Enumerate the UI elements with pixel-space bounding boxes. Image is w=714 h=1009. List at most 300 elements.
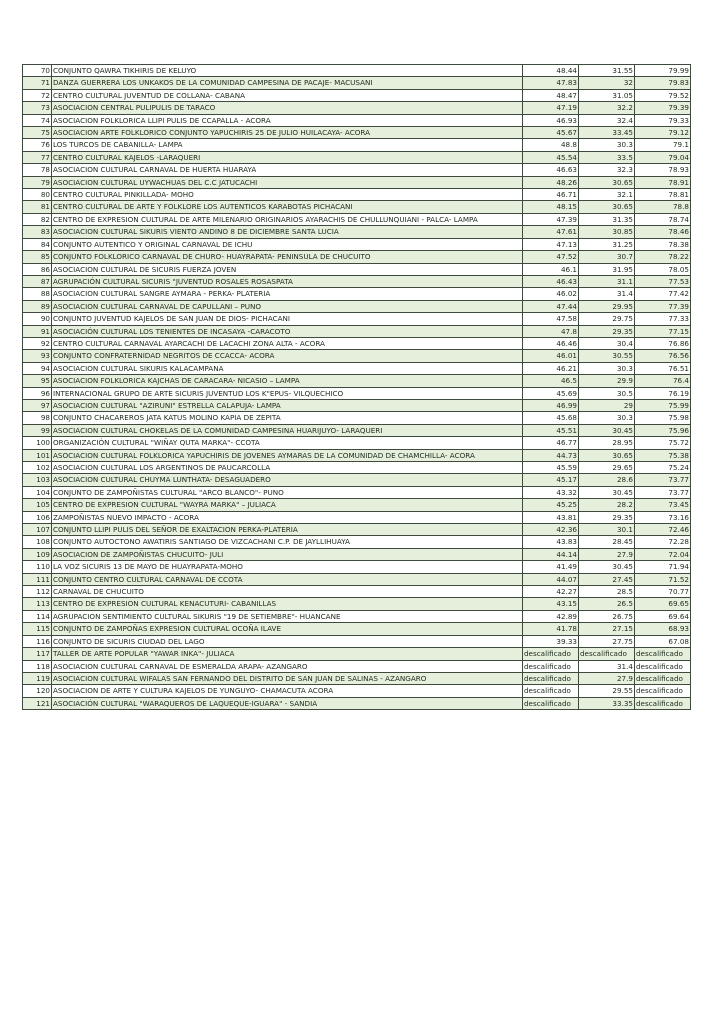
row-number: 105: [23, 499, 52, 511]
score-total: 75.99: [635, 399, 691, 411]
group-name: CENTRO CULTURAL JUVENTUD DE COLLANA- CABANA: [52, 89, 523, 101]
group-name: ASOCIACION CULTURAL SIKURIS VIENTO ANDINO 8 DE DICIEMBRE SANTA LUCIA: [52, 226, 523, 238]
table-row: [23, 486, 691, 498]
score-total: 69.65: [635, 598, 691, 610]
score-2: 29.55: [579, 685, 635, 697]
score-2: 32.1: [579, 189, 635, 201]
row-number: 90: [23, 313, 52, 325]
table-row: [23, 573, 691, 585]
row-number: 114: [23, 610, 52, 622]
score-total: 79.04: [635, 151, 691, 163]
row-number: 104: [23, 486, 52, 498]
score-total: 76.19: [635, 387, 691, 399]
row-number: 88: [23, 288, 52, 300]
row-number: 98: [23, 412, 52, 424]
score-1: 46.02: [523, 288, 579, 300]
table-row: [23, 399, 691, 411]
score-total: 68.93: [635, 623, 691, 635]
group-name: CONJUNTO AUTENTICO Y ORIGINAL CARNAVAL DE ICHU: [52, 238, 523, 250]
group-name: ASOCIACION CULTURAL "AZIRUNI" ESTRELLA CALAPUJA- LAMPA: [52, 399, 523, 411]
results-table: [22, 64, 691, 710]
score-1: 46.5: [523, 375, 579, 387]
score-1: descalificado: [523, 648, 579, 660]
score-2: 31.05: [579, 89, 635, 101]
score-total: 75.72: [635, 437, 691, 449]
table-row: [23, 697, 691, 709]
score-total: 79.83: [635, 77, 691, 89]
row-number: 110: [23, 561, 52, 573]
row-number: 117: [23, 648, 52, 660]
table-row: [23, 114, 691, 126]
group-name: CONJUNTO QAWRA TIKHIRIS DE KELUYO: [52, 65, 523, 77]
group-name: ORGANIZACIÓN CULTURAL "WIÑAY QUTA MARKA"- CCOTA: [52, 437, 523, 449]
table-row: [23, 536, 691, 548]
group-name: AGRUPACION SENTIMIENTO CULTURAL SIKURIS "19 DE SETIEMBRE"- HUANCANE: [52, 610, 523, 622]
score-total: 72.04: [635, 548, 691, 560]
score-total: 79.52: [635, 89, 691, 101]
row-number: 115: [23, 623, 52, 635]
score-1: 44.73: [523, 449, 579, 461]
table-row: [23, 164, 691, 176]
group-name: CENTRO DE EXPRESION CULTURAL "WAYRA MARKA" – JULIACA: [52, 499, 523, 511]
score-total: 78.22: [635, 251, 691, 263]
score-2: 30.3: [579, 362, 635, 374]
score-1: 46.77: [523, 437, 579, 449]
score-1: 46.99: [523, 399, 579, 411]
table-row: [23, 387, 691, 399]
table-row: [23, 313, 691, 325]
row-number: 72: [23, 89, 52, 101]
score-1: 46.43: [523, 275, 579, 287]
table-row: [23, 598, 691, 610]
row-number: 107: [23, 524, 52, 536]
score-total: 73.77: [635, 474, 691, 486]
score-2: 28.6: [579, 474, 635, 486]
table-row: [23, 251, 691, 263]
row-number: 109: [23, 548, 52, 560]
score-1: 48.15: [523, 201, 579, 213]
table-row: [23, 337, 691, 349]
score-1: 46.21: [523, 362, 579, 374]
score-total: 71.94: [635, 561, 691, 573]
score-total: 76.51: [635, 362, 691, 374]
score-total: 76.86: [635, 337, 691, 349]
group-name: AGRUPACIÓN CULTURAL SICURIS "JUVENTUD ROSALES ROSASPATA: [52, 275, 523, 287]
score-1: 43.15: [523, 598, 579, 610]
score-total: 77.15: [635, 325, 691, 337]
score-2: 28.45: [579, 536, 635, 548]
score-1: 44.07: [523, 573, 579, 585]
group-name: INTERNACIONAL GRUPO DE ARTE SICURIS JUVENTUD LOS K"EPUS- VILQUECHICO: [52, 387, 523, 399]
group-name: CONJUNTO LLIPI PULIS DEL SEÑOR DE EXALTACION PERKA-PLATERIA: [52, 524, 523, 536]
row-number: 79: [23, 176, 52, 188]
score-2: 31.4: [579, 288, 635, 300]
group-name: CENTRO CULTURAL CARNAVAL AYARCACHI DE LACACHI ZONA ALTA - ACORA: [52, 337, 523, 349]
score-1: 42.89: [523, 610, 579, 622]
score-1: 43.32: [523, 486, 579, 498]
score-2: 27.45: [579, 573, 635, 585]
group-name: ASOCIACION CULTURAL CHOKELAS DE LA COMUNIDAD CAMPESINA HUARIJUYO- LARAQUERI: [52, 424, 523, 436]
score-total: 79.12: [635, 127, 691, 139]
table-row: [23, 648, 691, 660]
score-total: 78.38: [635, 238, 691, 250]
score-total: descalificado: [635, 697, 691, 709]
score-2: 32.3: [579, 164, 635, 176]
group-name: DANZA GUERRERA LOS UNKAKOS DE LA COMUNIDAD CAMPESINA DE PACAJE- MACUSANI: [52, 77, 523, 89]
score-2: 31.1: [579, 275, 635, 287]
score-total: descalificado: [635, 660, 691, 672]
score-2: 30.65: [579, 449, 635, 461]
row-number: 101: [23, 449, 52, 461]
score-total: 78.91: [635, 176, 691, 188]
score-1: 47.61: [523, 226, 579, 238]
table-row: [23, 139, 691, 151]
table-row: [23, 151, 691, 163]
group-name: CENTRO CULTURAL PINKILLADA- MOHO: [52, 189, 523, 201]
row-number: 73: [23, 102, 52, 114]
table-row: [23, 189, 691, 201]
row-number: 95: [23, 375, 52, 387]
score-2: 30.65: [579, 201, 635, 213]
row-number: 112: [23, 586, 52, 598]
group-name: ASOCIACION FOLKLORICA KAJCHAS DE CARACARA- NICASIO – LAMPA: [52, 375, 523, 387]
score-1: 46.1: [523, 263, 579, 275]
score-2: 29.65: [579, 462, 635, 474]
score-2: 30.55: [579, 350, 635, 362]
score-2: 30.85: [579, 226, 635, 238]
row-number: 85: [23, 251, 52, 263]
score-2: 28.2: [579, 499, 635, 511]
score-total: 75.24: [635, 462, 691, 474]
score-1: 43.83: [523, 536, 579, 548]
score-2: descalificado: [579, 648, 635, 660]
score-1: 45.59: [523, 462, 579, 474]
score-1: 47.58: [523, 313, 579, 325]
table-row: [23, 610, 691, 622]
row-number: 82: [23, 213, 52, 225]
score-1: 47.83: [523, 77, 579, 89]
score-1: 45.51: [523, 424, 579, 436]
score-2: 29: [579, 399, 635, 411]
group-name: CONJUNTO JUVENTUD KAJELOS DE SAN JUAN DE DIOS- PICHACANI: [52, 313, 523, 325]
score-total: 77.33: [635, 313, 691, 325]
score-2: 33.45: [579, 127, 635, 139]
row-number: 91: [23, 325, 52, 337]
score-2: 29.75: [579, 313, 635, 325]
table-row: [23, 412, 691, 424]
row-number: 106: [23, 511, 52, 523]
score-2: 30.65: [579, 176, 635, 188]
row-number: 120: [23, 685, 52, 697]
score-total: 78.93: [635, 164, 691, 176]
group-name: ASOCIACION DE ARTE Y CULTURA KAJELOS DE YUNGUYO- CHAMACUTA ACORA: [52, 685, 523, 697]
score-1: 45.69: [523, 387, 579, 399]
table-row: [23, 288, 691, 300]
table-row: [23, 176, 691, 188]
score-total: 67.08: [635, 635, 691, 647]
group-name: LOS TURCOS DE CABANILLA- LAMPA: [52, 139, 523, 151]
group-name: CONJUNTO FOLKLORICO CARNAVAL DE CHURO- HUAYRAPATA- PENINSULA DE CHUCUITO: [52, 251, 523, 263]
row-number: 113: [23, 598, 52, 610]
table-row: [23, 350, 691, 362]
table-row: [23, 127, 691, 139]
table-row: [23, 102, 691, 114]
row-number: 93: [23, 350, 52, 362]
score-total: 78.74: [635, 213, 691, 225]
score-total: 69.64: [635, 610, 691, 622]
score-2: 30.3: [579, 139, 635, 151]
score-2: 30.7: [579, 251, 635, 263]
row-number: 78: [23, 164, 52, 176]
group-name: CENTRO CULTURAL DE ARTE Y FOLKLORE LOS AUTENTICOS KARABOTAS PICHACANI: [52, 201, 523, 213]
group-name: ASOCIACION CULTURAL CHUYMA LUNTHATA- DESAGUADERO: [52, 474, 523, 486]
score-2: 31.35: [579, 213, 635, 225]
results-table-body: [23, 65, 691, 710]
table-row: [23, 89, 691, 101]
row-number: 81: [23, 201, 52, 213]
table-row: [23, 635, 691, 647]
score-2: 30.3: [579, 412, 635, 424]
group-name: CONJUNTO AUTOCTONO AWATIRIS SANTIAGO DE VIZCACHANI C.P. DE JAYLLIHUAYA: [52, 536, 523, 548]
table-row: [23, 672, 691, 684]
row-number: 92: [23, 337, 52, 349]
score-2: 30.45: [579, 561, 635, 573]
table-row: [23, 201, 691, 213]
row-number: 94: [23, 362, 52, 374]
group-name: ZAMPOÑISTAS NUEVO IMPACTO - ACORA: [52, 511, 523, 523]
score-2: 30.45: [579, 424, 635, 436]
table-row: [23, 300, 691, 312]
score-1: 47.13: [523, 238, 579, 250]
row-number: 99: [23, 424, 52, 436]
score-1: 48.47: [523, 89, 579, 101]
score-2: 27.9: [579, 672, 635, 684]
score-2: 30.4: [579, 337, 635, 349]
score-1: 43.81: [523, 511, 579, 523]
score-1: 47.8: [523, 325, 579, 337]
score-2: 28.95: [579, 437, 635, 449]
score-total: descalificado: [635, 648, 691, 660]
table-row: [23, 449, 691, 461]
table-row: [23, 226, 691, 238]
score-total: 79.99: [635, 65, 691, 77]
group-name: CENTRO DE EXPRESION CULTURAL KENACUTURI- CABANILLAS: [52, 598, 523, 610]
group-name: ASOCIACION CENTRAL PULIPULIS DE TARACO: [52, 102, 523, 114]
score-1: 45.25: [523, 499, 579, 511]
score-total: descalificado: [635, 672, 691, 684]
row-number: 84: [23, 238, 52, 250]
row-number: 83: [23, 226, 52, 238]
group-name: ASOCIACION CULTURAL FOLKLORICA YAPUCHIRIS DE JOVENES AYMARAS DE LA COMUNIDAD DE CHAMCHILLA- ACORA: [52, 449, 523, 461]
group-name: CONJUNTO CHACAREROS JATA KATUS MOLINO KAPIA DE ZEPITA: [52, 412, 523, 424]
row-number: 77: [23, 151, 52, 163]
group-name: ASOCIACION FOLKLORICA LLIPI PULIS DE CCAPALLA - ACORA: [52, 114, 523, 126]
group-name: CENTRO DE EXPRESION CULTURAL DE ARTE MILENARIO ORIGINARIOS AYARACHIS DE CHULLUNQUIANI - PALCA- LAMPA: [52, 213, 523, 225]
score-1: 47.44: [523, 300, 579, 312]
table-row: [23, 424, 691, 436]
group-name: CONJUNTO CENTRO CULTURAL CARNAVAL DE CCOTA: [52, 573, 523, 585]
score-1: 45.54: [523, 151, 579, 163]
row-number: 96: [23, 387, 52, 399]
table-row: [23, 275, 691, 287]
score-2: 31.25: [579, 238, 635, 250]
score-2: 30.1: [579, 524, 635, 536]
row-number: 116: [23, 635, 52, 647]
table-row: [23, 375, 691, 387]
group-name: TALLER DE ARTE POPULAR "YAWAR INKA"- JULIACA: [52, 648, 523, 660]
score-2: 26.5: [579, 598, 635, 610]
row-number: 97: [23, 399, 52, 411]
score-1: 41.49: [523, 561, 579, 573]
table-row: [23, 325, 691, 337]
row-number: 119: [23, 672, 52, 684]
score-total: 77.42: [635, 288, 691, 300]
group-name: CONJUNTO CONFRATERNIDAD NEGRITOS DE CCACCA- ACORA: [52, 350, 523, 362]
score-2: 31.95: [579, 263, 635, 275]
score-1: 46.46: [523, 337, 579, 349]
group-name: ASOCIACION CULTURAL UYWACHUAS DEL C.C JATUCACHI: [52, 176, 523, 188]
row-number: 80: [23, 189, 52, 201]
score-total: 76.4: [635, 375, 691, 387]
score-1: 41.78: [523, 623, 579, 635]
table-row: [23, 362, 691, 374]
group-name: LA VOZ SICURIS 13 DE MAYO DE HUAYRAPATA-MOHO: [52, 561, 523, 573]
score-total: 70.77: [635, 586, 691, 598]
score-2: 26.75: [579, 610, 635, 622]
group-name: ASOCIACION CULTURAL CARNAVAL DE CAPULLANI – PUNO: [52, 300, 523, 312]
score-total: 78.81: [635, 189, 691, 201]
group-name: ASOCIACIÓN CULTURAL LOS TENIENTES DE INCASAYA -CARACOTO: [52, 325, 523, 337]
score-total: 75.96: [635, 424, 691, 436]
score-total: 77.53: [635, 275, 691, 287]
row-number: 74: [23, 114, 52, 126]
score-total: descalificado: [635, 685, 691, 697]
score-total: 73.16: [635, 511, 691, 523]
row-number: 89: [23, 300, 52, 312]
score-total: 73.77: [635, 486, 691, 498]
score-2: 27.9: [579, 548, 635, 560]
group-name: ASOCIACION DE ZAMPOÑISTAS CHUCUITO- JULI: [52, 548, 523, 560]
table-row: [23, 77, 691, 89]
table-row: [23, 65, 691, 77]
score-1: 47.52: [523, 251, 579, 263]
table-row: [23, 213, 691, 225]
score-2: 31.4: [579, 660, 635, 672]
score-2: 32.4: [579, 114, 635, 126]
score-2: 29.35: [579, 325, 635, 337]
score-total: 72.28: [635, 536, 691, 548]
score-1: 44.14: [523, 548, 579, 560]
score-1: 46.93: [523, 114, 579, 126]
row-number: 121: [23, 697, 52, 709]
score-1: 46.01: [523, 350, 579, 362]
group-name: CENTRO CULTURAL KAJELOS -LARAQUERI: [52, 151, 523, 163]
score-2: 32.2: [579, 102, 635, 114]
score-2: 30.5: [579, 387, 635, 399]
score-total: 79.1: [635, 139, 691, 151]
row-number: 103: [23, 474, 52, 486]
group-name: CONJUNTO DE SICURIS CIUDAD DEL LAGO: [52, 635, 523, 647]
score-1: 48.44: [523, 65, 579, 77]
score-2: 27.15: [579, 623, 635, 635]
score-total: 76.56: [635, 350, 691, 362]
table-row: [23, 263, 691, 275]
score-1: 45.67: [523, 127, 579, 139]
score-total: 73.45: [635, 499, 691, 511]
table-row: [23, 586, 691, 598]
score-2: 30.45: [579, 486, 635, 498]
score-total: 71.52: [635, 573, 691, 585]
row-number: 86: [23, 263, 52, 275]
table-row: [23, 462, 691, 474]
table-row: [23, 437, 691, 449]
row-number: 76: [23, 139, 52, 151]
table-row: [23, 685, 691, 697]
score-total: 75.98: [635, 412, 691, 424]
row-number: 100: [23, 437, 52, 449]
score-2: 31.55: [579, 65, 635, 77]
score-1: 39.33: [523, 635, 579, 647]
score-2: 33.5: [579, 151, 635, 163]
score-total: 75.38: [635, 449, 691, 461]
group-name: CARNAVAL DE CHUCUITO: [52, 586, 523, 598]
score-2: 33.35: [579, 697, 635, 709]
row-number: 108: [23, 536, 52, 548]
score-2: 27.75: [579, 635, 635, 647]
table-row: [23, 474, 691, 486]
table-row: [23, 548, 691, 560]
score-1: 47.19: [523, 102, 579, 114]
score-1: descalificado: [523, 660, 579, 672]
table-row: [23, 238, 691, 250]
group-name: ASOCIACION CULTURAL CARNAVAL DE ESMERALDA ARAPA- AZANGARO: [52, 660, 523, 672]
row-number: 70: [23, 65, 52, 77]
group-name: ASOCIACION CULTURAL WIFALAS SAN FERNANDO DEL DISTRITO DE SAN JUAN DE SALINAS - AZANGARO: [52, 672, 523, 684]
row-number: 118: [23, 660, 52, 672]
row-number: 102: [23, 462, 52, 474]
table-row: [23, 623, 691, 635]
group-name: ASOCIACION CULTURAL CARNAVAL DE HUERTA HUARAYA: [52, 164, 523, 176]
table-row: [23, 499, 691, 511]
score-1: 46.71: [523, 189, 579, 201]
score-1: 48.26: [523, 176, 579, 188]
score-2: 28.5: [579, 586, 635, 598]
score-1: descalificado: [523, 697, 579, 709]
group-name: ASOCIACIÓN CULTURAL "WARAQUEROS DE LAQUEQUE-IGUARA" - SANDIA: [52, 697, 523, 709]
table-row: [23, 660, 691, 672]
score-1: 47.39: [523, 213, 579, 225]
group-name: ASOCIACION CULTURAL SIKURIS KALACAMPANA: [52, 362, 523, 374]
table-row: [23, 561, 691, 573]
score-total: 72.46: [635, 524, 691, 536]
table-row: [23, 524, 691, 536]
group-name: CONJUNTO DE ZAMPOÑISTAS CULTURAL "ARCO BLANCO"- PUNO: [52, 486, 523, 498]
score-total: 78.46: [635, 226, 691, 238]
score-total: 79.39: [635, 102, 691, 114]
group-name: ASOCIACION CULTURAL LOS ARGENTINOS DE PAUCARCOLLA: [52, 462, 523, 474]
score-1: descalificado: [523, 685, 579, 697]
score-2: 32: [579, 77, 635, 89]
table-row: [23, 511, 691, 523]
score-2: 29.35: [579, 511, 635, 523]
score-1: 48.8: [523, 139, 579, 151]
score-total: 78.05: [635, 263, 691, 275]
score-total: 79.33: [635, 114, 691, 126]
score-2: 29.9: [579, 375, 635, 387]
score-2: 29.95: [579, 300, 635, 312]
group-name: CONJUNTO DE ZAMPOÑAS EXPRESION CULTURAL OCOÑA ILAVE: [52, 623, 523, 635]
score-total: 78.8: [635, 201, 691, 213]
